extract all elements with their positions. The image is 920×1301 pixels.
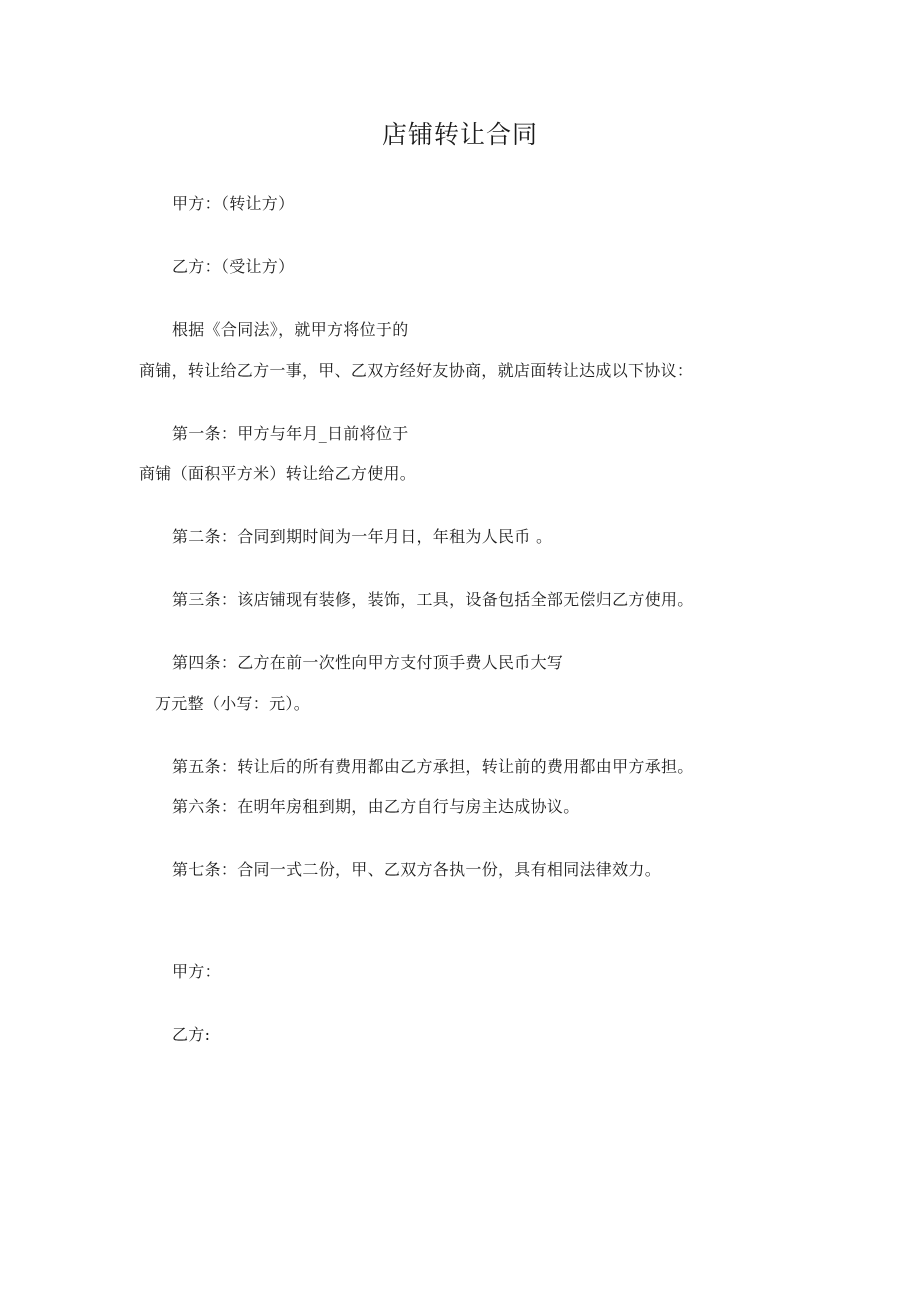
article-5: 第五条：转让后的所有费用都由乙方承担，转让前的费用都由甲方承担。 <box>172 757 694 776</box>
signature-party-b: 乙方: <box>172 1025 211 1044</box>
party-a-line: 甲方：（转让方） <box>172 194 295 213</box>
article-1-line-2: 商铺（面积平方米）转让给乙方使用。 <box>139 464 417 483</box>
article-6: 第六条：在明年房租到期，由乙方自行与房主达成协议。 <box>172 797 580 816</box>
article-4-line-1: 第四条：乙方在前一次性向甲方支付顶手费人民币大写 <box>172 653 564 672</box>
signature-party-a: 甲方： <box>172 962 221 981</box>
article-1-line-1: 第一条：甲方与年月_日前将位于 <box>172 424 409 443</box>
article-4-line-2: 万元整（小写：元）。 <box>155 694 311 713</box>
party-b-line: 乙方：（受让方） <box>172 257 295 276</box>
document-title: 店铺转让合同 <box>381 120 538 149</box>
article-2: 第二条：合同到期时间为一年月日，年租为人民币 。 <box>172 527 553 546</box>
preamble-line-1: 根据《合同法》，就甲方将位于的 <box>172 320 409 339</box>
article-7: 第七条：合同一式二份，甲、乙双方各执一份，具有相同法律效力。 <box>172 860 662 879</box>
article-3: 第三条：该店铺现有装修，装饰，工具，设备包括全部无偿归乙方使用。 <box>172 590 694 609</box>
preamble-line-2: 商铺，转让给乙方一事，甲、乙双方经好友协商，就店面转让达成以下协议： <box>139 361 694 380</box>
